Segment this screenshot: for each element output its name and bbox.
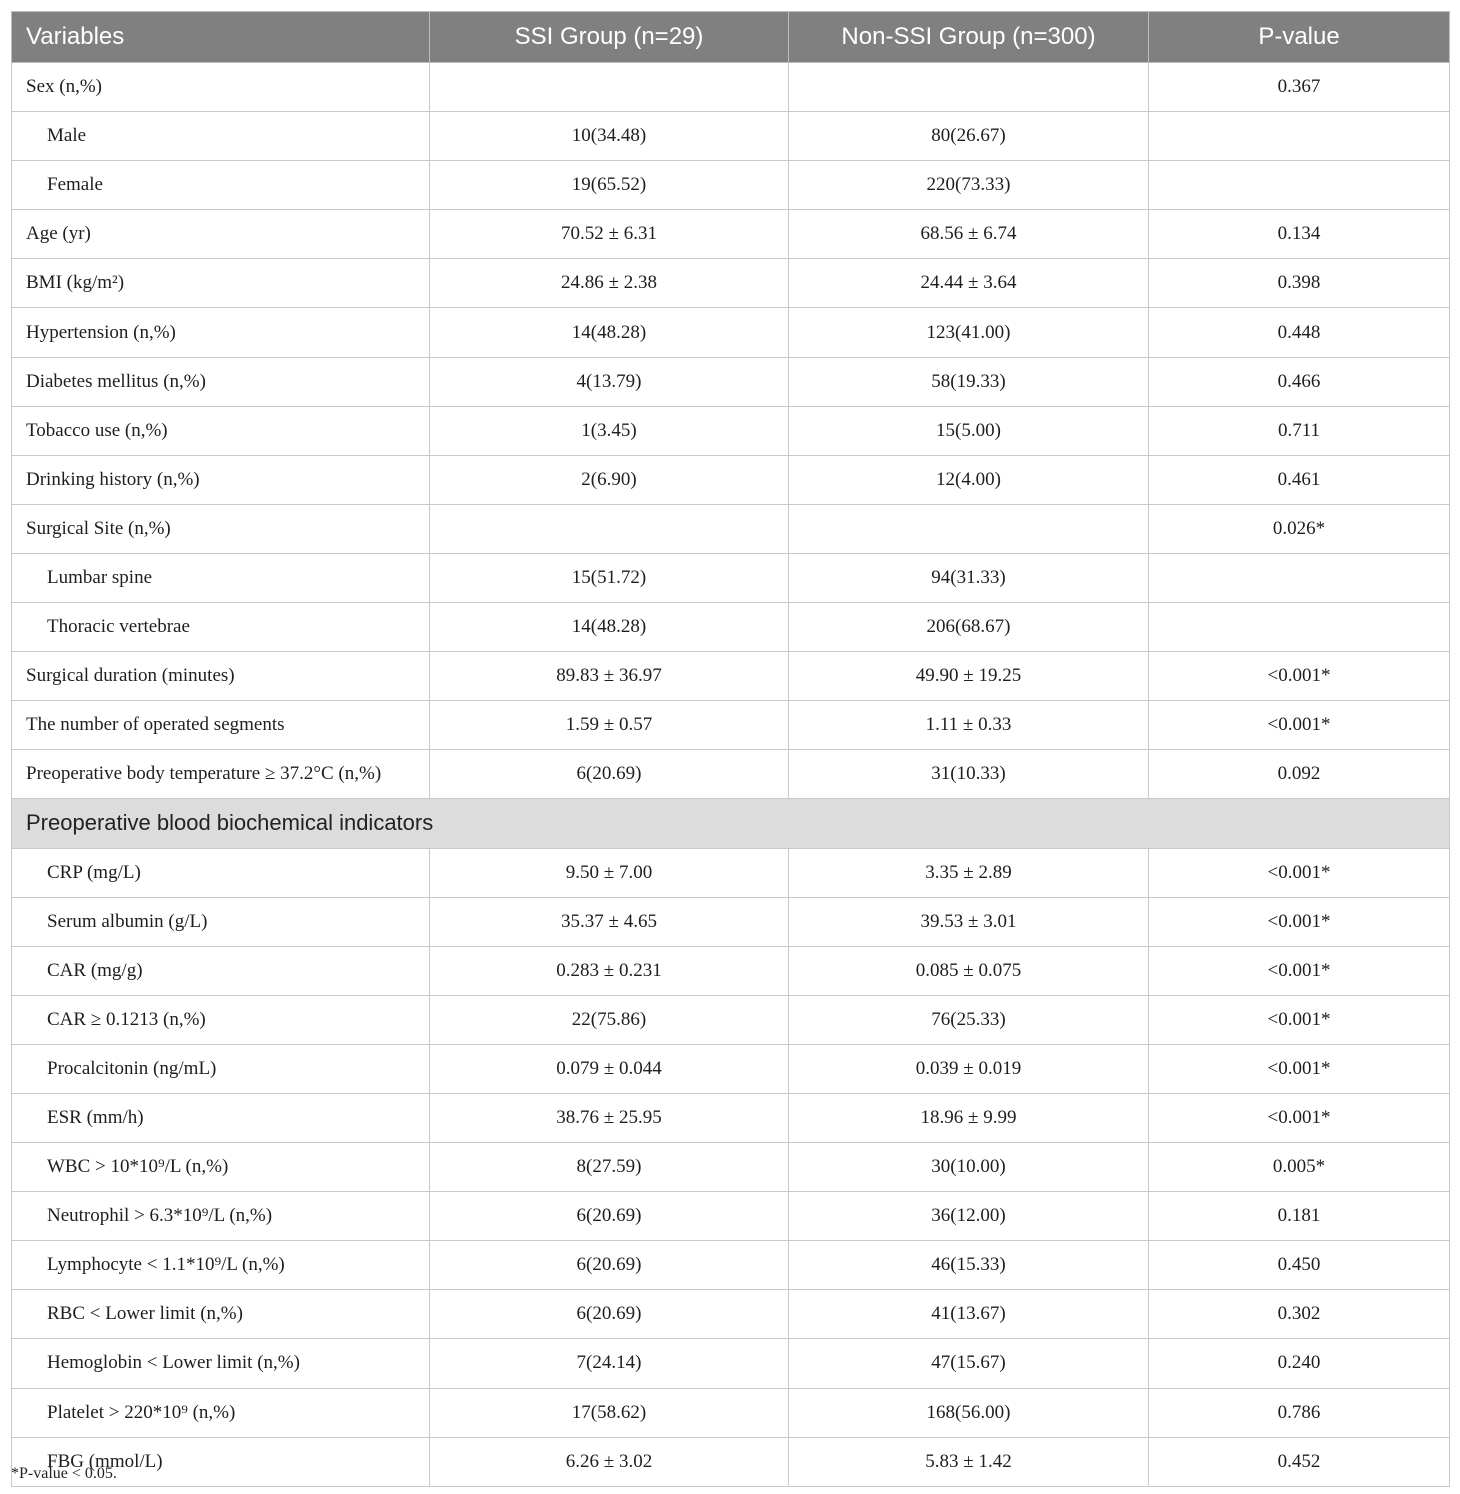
row-label: Diabetes mellitus (n,%) [12, 357, 430, 406]
table-subrow [12, 1437, 1450, 1486]
ssi-value: 10(34.48) [430, 112, 789, 161]
non-ssi-value: 46(15.33) [789, 1241, 1149, 1290]
p-value [1149, 603, 1450, 652]
table-row [12, 750, 1450, 799]
p-value: 0.450 [1149, 1241, 1450, 1290]
non-ssi-value: 18.96 ± 9.99 [789, 1093, 1149, 1142]
non-ssi-value: 31(10.33) [789, 750, 1149, 799]
non-ssi-value: 49.90 ± 19.25 [789, 652, 1149, 701]
table-row [12, 308, 1450, 357]
ssi-value: 89.83 ± 36.97 [430, 652, 789, 701]
table-subrow [12, 1388, 1450, 1437]
table-row [12, 455, 1450, 504]
p-value: 0.786 [1149, 1388, 1450, 1437]
non-ssi-value: 68.56 ± 6.74 [789, 210, 1149, 259]
p-value [1149, 112, 1450, 161]
p-value [1149, 553, 1450, 602]
p-value: 0.134 [1149, 210, 1450, 259]
non-ssi-value: 58(19.33) [789, 357, 1149, 406]
non-ssi-value: 15(5.00) [789, 406, 1149, 455]
ssi-value: 6.26 ± 3.02 [430, 1437, 789, 1486]
p-value: <0.001* [1149, 897, 1450, 946]
table-subrow [12, 897, 1450, 946]
row-label: Sex (n,%) [12, 63, 430, 112]
non-ssi-value: 36(12.00) [789, 1192, 1149, 1241]
table-row [12, 259, 1450, 308]
ssi-value: 0.079 ± 0.044 [430, 1044, 789, 1093]
table-subrow [12, 161, 1450, 210]
table-subrow [12, 995, 1450, 1044]
p-value: 0.181 [1149, 1192, 1450, 1241]
p-value [1149, 161, 1450, 210]
table-subrow [12, 1290, 1450, 1339]
table-subrow [12, 946, 1450, 995]
table-subrow [12, 112, 1450, 161]
p-value: <0.001* [1149, 652, 1450, 701]
ssi-value [430, 504, 789, 553]
p-value: 0.461 [1149, 455, 1450, 504]
non-ssi-value: 0.039 ± 0.019 [789, 1044, 1149, 1093]
ssi-value: 35.37 ± 4.65 [430, 897, 789, 946]
ssi-value: 15(51.72) [430, 553, 789, 602]
row-label: Procalcitonin (ng/mL) [12, 1044, 430, 1093]
non-ssi-value: 30(10.00) [789, 1143, 1149, 1192]
non-ssi-value: 123(41.00) [789, 308, 1149, 357]
ssi-value: 6(20.69) [430, 750, 789, 799]
non-ssi-value: 76(25.33) [789, 995, 1149, 1044]
non-ssi-value: 1.11 ± 0.33 [789, 701, 1149, 750]
table-row [12, 504, 1450, 553]
table-subrow [12, 1241, 1450, 1290]
non-ssi-value: 24.44 ± 3.64 [789, 259, 1149, 308]
row-label: Thoracic vertebrae [12, 603, 430, 652]
p-value: <0.001* [1149, 701, 1450, 750]
p-value: 0.466 [1149, 357, 1450, 406]
ssi-value: 6(20.69) [430, 1192, 789, 1241]
ssi-value: 38.76 ± 25.95 [430, 1093, 789, 1142]
ssi-value: 22(75.86) [430, 995, 789, 1044]
section-header-row [12, 799, 1450, 848]
non-ssi-value: 94(31.33) [789, 553, 1149, 602]
row-label: Tobacco use (n,%) [12, 406, 430, 455]
non-ssi-value: 41(13.67) [789, 1290, 1149, 1339]
row-label: Lumbar spine [12, 553, 430, 602]
footnote: *P-value < 0.05. [11, 1465, 117, 1482]
ssi-value: 2(6.90) [430, 455, 789, 504]
row-label: Neutrophil > 6.3*10⁹/L (n,%) [12, 1192, 430, 1241]
row-label: Male [12, 112, 430, 161]
row-label: ESR (mm/h) [12, 1093, 430, 1142]
p-value: 0.026* [1149, 504, 1450, 553]
row-label: Platelet > 220*10⁹ (n,%) [12, 1388, 430, 1437]
p-value: <0.001* [1149, 946, 1450, 995]
p-value: 0.448 [1149, 308, 1450, 357]
ssi-value: 4(13.79) [430, 357, 789, 406]
non-ssi-value: 12(4.00) [789, 455, 1149, 504]
p-value: 0.302 [1149, 1290, 1450, 1339]
ssi-value: 70.52 ± 6.31 [430, 210, 789, 259]
table-subrow [12, 1339, 1450, 1388]
header-row [12, 12, 1450, 63]
non-ssi-value: 3.35 ± 2.89 [789, 848, 1149, 897]
p-value: <0.001* [1149, 1044, 1450, 1093]
p-value: <0.001* [1149, 1093, 1450, 1142]
ssi-value: 6(20.69) [430, 1241, 789, 1290]
non-ssi-value: 47(15.67) [789, 1339, 1149, 1388]
row-label: Female [12, 161, 430, 210]
header-p-value: P-value [1149, 12, 1450, 63]
ssi-value: 7(24.14) [430, 1339, 789, 1388]
non-ssi-value: 220(73.33) [789, 161, 1149, 210]
p-value: 0.092 [1149, 750, 1450, 799]
row-label: Drinking history (n,%) [12, 455, 430, 504]
row-label: Hemoglobin < Lower limit (n,%) [12, 1339, 430, 1388]
row-label: BMI (kg/m²) [12, 259, 430, 308]
p-value: 0.367 [1149, 63, 1450, 112]
table-subrow [12, 553, 1450, 602]
ssi-value: 14(48.28) [430, 308, 789, 357]
row-label: WBC > 10*10⁹/L (n,%) [12, 1143, 430, 1192]
row-label: Surgical duration (minutes) [12, 652, 430, 701]
p-value: 0.240 [1149, 1339, 1450, 1388]
ssi-value: 14(48.28) [430, 603, 789, 652]
ssi-value: 9.50 ± 7.00 [430, 848, 789, 897]
non-ssi-value: 206(68.67) [789, 603, 1149, 652]
header-non-ssi-group: Non-SSI Group (n=300) [789, 12, 1149, 63]
table-subrow [12, 1093, 1450, 1142]
ssi-value: 19(65.52) [430, 161, 789, 210]
ssi-value: 1.59 ± 0.57 [430, 701, 789, 750]
p-value: <0.001* [1149, 995, 1450, 1044]
ssi-value: 8(27.59) [430, 1143, 789, 1192]
table-subrow [12, 848, 1450, 897]
table-subrow [12, 1044, 1450, 1093]
row-label: Serum albumin (g/L) [12, 897, 430, 946]
table-subrow [12, 1192, 1450, 1241]
non-ssi-value [789, 504, 1149, 553]
non-ssi-value: 5.83 ± 1.42 [789, 1437, 1149, 1486]
row-label: CRP (mg/L) [12, 848, 430, 897]
p-value: 0.711 [1149, 406, 1450, 455]
table-row [12, 406, 1450, 455]
non-ssi-value [789, 63, 1149, 112]
row-label: FBG (mmol/L) [12, 1437, 430, 1486]
section-title: Preoperative blood biochemical indicators [12, 799, 1450, 848]
row-label: Hypertension (n,%) [12, 308, 430, 357]
table-body [12, 63, 1450, 1487]
p-value: 0.005* [1149, 1143, 1450, 1192]
non-ssi-value: 168(56.00) [789, 1388, 1149, 1437]
p-value: 0.452 [1149, 1437, 1450, 1486]
row-label: Surgical Site (n,%) [12, 504, 430, 553]
ssi-value: 24.86 ± 2.38 [430, 259, 789, 308]
data-table [11, 11, 1450, 1487]
ssi-value: 1(3.45) [430, 406, 789, 455]
table-row [12, 652, 1450, 701]
table-row [12, 210, 1450, 259]
table-subrow [12, 603, 1450, 652]
ssi-value [430, 63, 789, 112]
row-label: Age (yr) [12, 210, 430, 259]
p-value: <0.001* [1149, 848, 1450, 897]
row-label: CAR ≥ 0.1213 (n,%) [12, 995, 430, 1044]
p-value: 0.398 [1149, 259, 1450, 308]
row-label: Preoperative body temperature ≥ 37.2°C (n,%) [12, 750, 430, 799]
header-ssi-group: SSI Group (n=29) [430, 12, 789, 63]
ssi-value: 0.283 ± 0.231 [430, 946, 789, 995]
ssi-value: 6(20.69) [430, 1290, 789, 1339]
non-ssi-value: 39.53 ± 3.01 [789, 897, 1149, 946]
table-row [12, 357, 1450, 406]
non-ssi-value: 80(26.67) [789, 112, 1149, 161]
non-ssi-value: 0.085 ± 0.075 [789, 946, 1149, 995]
table-subrow [12, 1143, 1450, 1192]
row-label: RBC < Lower limit (n,%) [12, 1290, 430, 1339]
row-label: The number of operated segments [12, 701, 430, 750]
header-variables: Variables [12, 12, 430, 63]
row-label: CAR (mg/g) [12, 946, 430, 995]
row-label: Lymphocyte < 1.1*10⁹/L (n,%) [12, 1241, 430, 1290]
table-row [12, 63, 1450, 112]
ssi-value: 17(58.62) [430, 1388, 789, 1437]
table-row [12, 701, 1450, 750]
